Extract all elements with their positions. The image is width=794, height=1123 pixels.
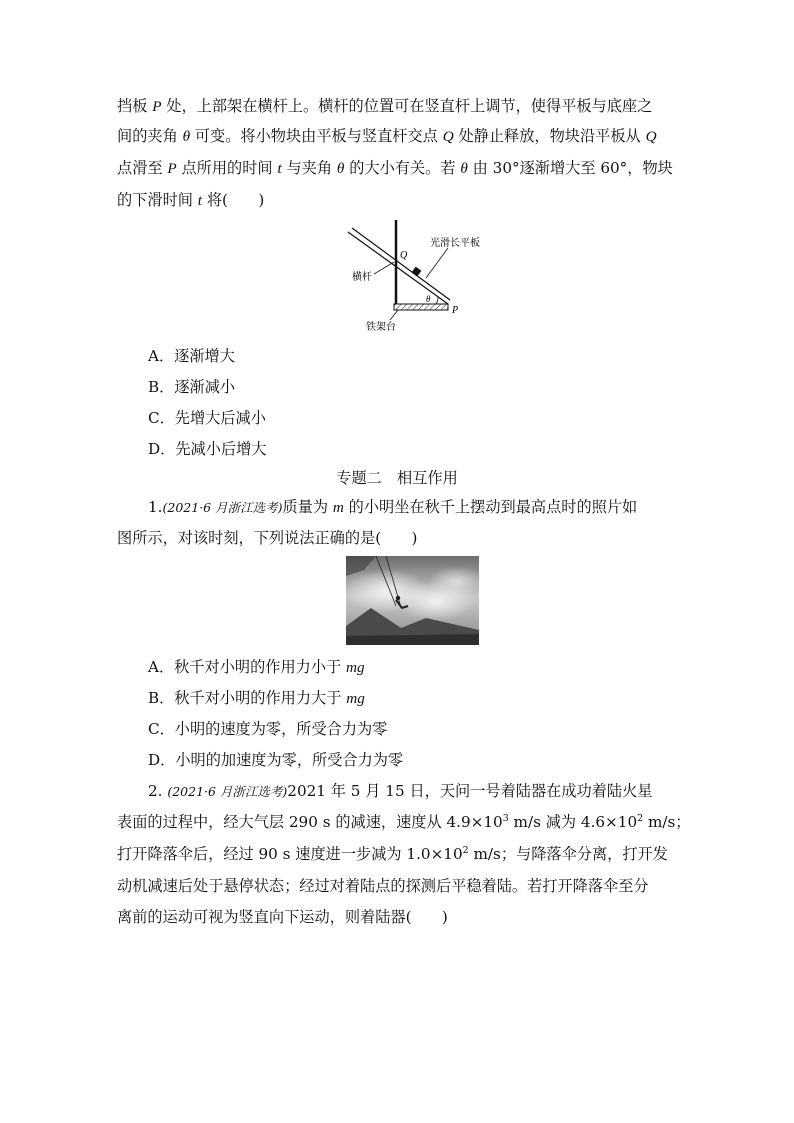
- base-label: 铁架台: [366, 322, 396, 333]
- prev-option-b: B．逐渐减小: [148, 378, 236, 396]
- swing-photo: [346, 556, 479, 645]
- q1-option-b: B．秋千对小明的作用力大于 mg: [148, 689, 365, 707]
- prev-option-a: A．逐渐增大: [148, 347, 235, 365]
- q1-option-a: A．秋千对小明的作用力小于 mg: [148, 658, 365, 676]
- q2-line-2: 表面的过程中，经大气层 290 s 的减速，速度从 $4.9\times 10^3$ m/s 减为 $4.6\times 10^2$ m/s；: [117, 813, 691, 831]
- prev-option-c: C．先增大后减小: [148, 409, 266, 427]
- prev-option-d: D．先减小后增大: [148, 440, 267, 458]
- theta-label: θ: [426, 294, 431, 304]
- section-title: 专题二 相互作用: [336, 469, 458, 487]
- q1-line-1: 1.(2021·6 月浙江选考)质量为 m 的小明坐在秋千上摆动到最高点时的照片如: [148, 498, 638, 516]
- incline-apparatus-figure: [340, 218, 480, 338]
- block: [412, 267, 422, 277]
- stand-base: [394, 304, 448, 310]
- q2-line-5: 离前的运动可视为竖直向下运动，则着陆器( ): [117, 908, 448, 926]
- bar-label: 横杆: [352, 272, 372, 283]
- q2-line-3: 打开降落伞后，经过 90 s 速度进一步减为 $1.0\times 10^2$ m/s；与降落伞分离，打开发: [117, 845, 668, 863]
- point-p-label: P: [452, 305, 459, 316]
- plank-label: 光滑长平板: [430, 238, 480, 249]
- q1-line-2: 图所示，对该时刻，下列说法正确的是( ): [117, 529, 418, 547]
- prev-question-line-1: 挡板 P 处，上部架在横杆上。横杆的位置可在竖直杆上调节，使得平板与底座之: [117, 97, 653, 115]
- prev-question-line-4: 的下滑时间 t 将( ): [117, 191, 265, 209]
- person-figure: [396, 596, 400, 600]
- q2-line-1: 2. (2021·6 月浙江选考)2021 年 5 月 15 日，天问一号着陆器在成功着陆火星: [148, 782, 653, 800]
- prev-question-line-3: 点滑至 P 点所用的时间 t 与夹角 θ 的大小有关。若 θ 由 30°逐渐增大至 60°，物块: [117, 159, 673, 177]
- q1-option-d: D．小明的加速度为零，所受合力为零: [148, 751, 404, 769]
- prev-question-line-2: 间的夹角 θ 可变。将小物块由平板与竖直杆交点 Q 处静止释放，物块沿平板从 Q: [117, 127, 657, 145]
- q1-option-c: C．小明的速度为零，所受合力为零: [148, 720, 388, 738]
- q2-line-4: 动机减速后处于悬停状态；经过对着陆点的探测后平稳着陆。若打开降落伞至分: [117, 877, 649, 895]
- point-q-label: Q: [400, 250, 408, 261]
